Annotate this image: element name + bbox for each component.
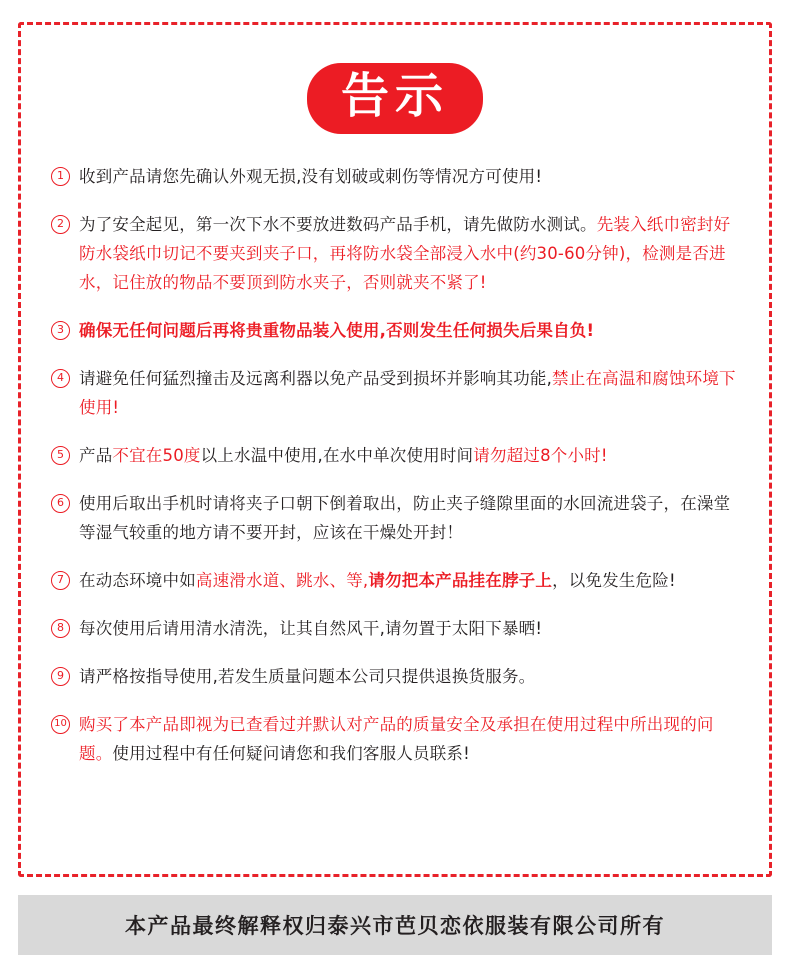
- notice-item-text: [79, 489, 739, 547]
- notice-item-number: 8: [51, 619, 70, 638]
- notice-item-number: 3: [51, 321, 70, 340]
- notice-item-segment: 为了安全起见，第一次下水不要放进数码产品手机，请先做防水测试。: [79, 215, 597, 235]
- notice-item-number: 9: [51, 667, 70, 686]
- notice-item-segment: 禁止在高温和腐蚀环境下使用!: [79, 369, 736, 418]
- notice-item-segment: 请勿超过8个小时!: [473, 446, 608, 466]
- notice-item-segment: 请严格按指导使用,若发生质量问题本公司只提供退换货服务。: [79, 667, 536, 687]
- notice-item-list: [47, 162, 743, 768]
- notice-item-segment: 请勿把本产品挂在脖子上: [368, 571, 553, 591]
- notice-item: [51, 316, 739, 345]
- notice-item: [51, 566, 739, 595]
- page-title: 告示: [307, 63, 483, 134]
- notice-item-segment: 收到产品请您先确认外观无损,没有划破或刺伤等情况方可使用!: [79, 167, 543, 187]
- notice-item-number: 7: [51, 571, 70, 590]
- notice-item-segment: 每次使用后请用清水清洗，让其自然风干,请勿置于太阳下暴晒!: [79, 619, 543, 639]
- notice-item-segment: 在动态环境中如: [79, 571, 196, 591]
- notice-item-text: [79, 162, 542, 191]
- notice-item-text: [79, 662, 535, 691]
- notice-item-segment: 使用过程中有任何疑问请您和我们客服人员联系!: [112, 744, 470, 764]
- notice-item-segment: 请避免任何猛烈撞击及远离利器以免产品受到损坏并影响其功能,: [79, 369, 553, 389]
- notice-item: [51, 662, 739, 691]
- notice-item-number: 6: [51, 494, 70, 513]
- notice-item: [51, 210, 739, 297]
- notice-item-text: [79, 441, 608, 470]
- notice-item-segment: 以上水温中使用,在水中单次使用时间: [200, 446, 474, 466]
- notice-title-wrap: [47, 63, 743, 134]
- footer-disclaimer: 本产品最终解释权归泰兴市芭贝恋依服装有限公司所有: [18, 895, 772, 955]
- notice-item-segment: 使用后取出手机时请将夹子口朝下倒着取出，防止夹子缝隙里面的水回流进袋子，在澡堂等湿气较重的地方请不要开封，应该在干燥处开封！: [79, 494, 731, 543]
- notice-item-text: [79, 566, 676, 595]
- notice-item-number: 5: [51, 446, 70, 465]
- notice-frame: [18, 22, 772, 877]
- notice-item-number: 1: [51, 167, 70, 186]
- notice-item: [51, 364, 739, 422]
- notice-item-segment: ，以免发生危险!: [552, 571, 676, 591]
- notice-item-segment: 产品: [79, 446, 113, 466]
- notice-item-text: [79, 614, 542, 643]
- notice-item: [51, 489, 739, 547]
- notice-item: [51, 710, 739, 768]
- notice-item: [51, 162, 739, 191]
- notice-item-segment: 购买了本产品即视为已查看过并默认对产品的质量安全及承担在使用过程中所出现的问题。: [79, 715, 714, 764]
- notice-item-segment: 不宜在50度: [112, 446, 201, 466]
- notice-item: [51, 441, 739, 470]
- notice-item-number: 10: [51, 715, 70, 734]
- notice-item-number: 4: [51, 369, 70, 388]
- notice-item-number: 2: [51, 215, 70, 234]
- notice-item-segment: 高速滑水道、跳水、等,: [195, 571, 369, 591]
- notice-item: [51, 614, 739, 643]
- notice-item-segment: 确保无任何问题后再将贵重物品装入使用,否则发生任何损失后果自负!: [79, 321, 595, 341]
- notice-item-text: [79, 210, 739, 297]
- notice-item-text: [79, 710, 739, 768]
- notice-item-text: [79, 316, 594, 345]
- notice-item-text: [79, 364, 739, 422]
- notice-item-segment: 先装入纸巾密封好防水袋纸巾切记不要夹到夹子口，再将防水袋全部浸入水中(约30-60分钟)，检测是否进水，记住放的物品不要顶到防水夹子，否则就夹不紧了!: [79, 215, 731, 293]
